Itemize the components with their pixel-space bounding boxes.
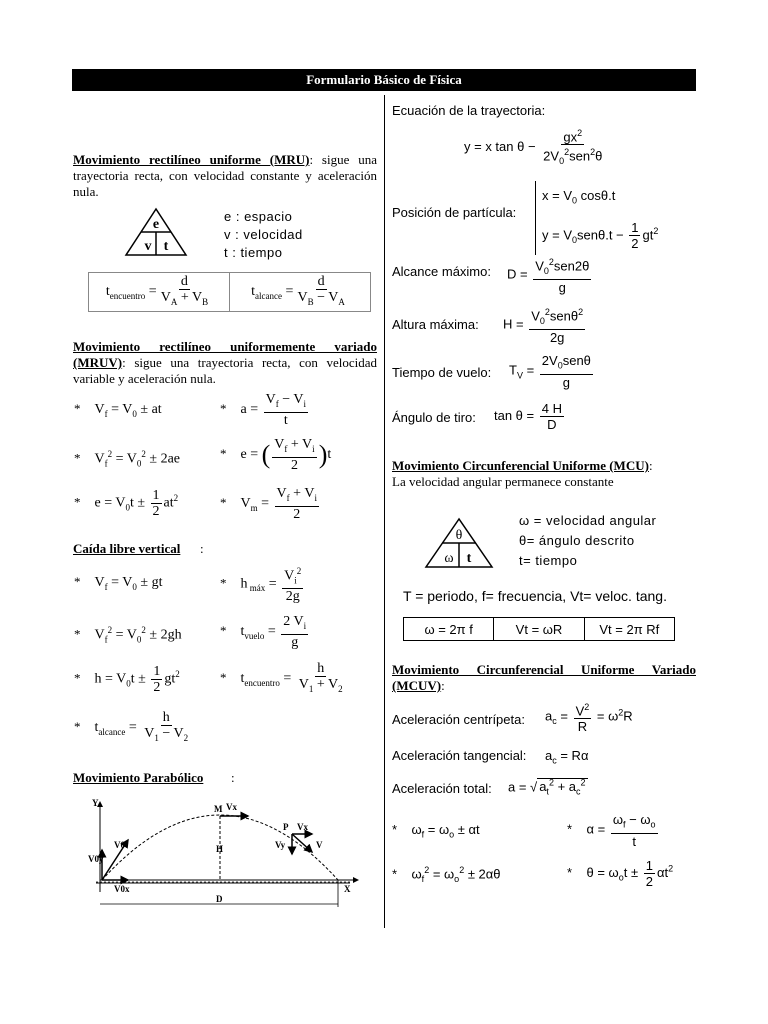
caida-colon: : xyxy=(200,541,204,556)
t-alcance-formula: $t_{alcance}$ = $\frac{d}{V_B - V_A}$ xyxy=(251,274,345,307)
caida-f4: * $t_{vuelo}$ = $\frac{2 V_i}{g}$ xyxy=(220,614,307,650)
mru-tri-e: e xyxy=(152,217,160,232)
tangencial-formula: $a_c = R\alpha$ xyxy=(545,748,589,766)
mcu-box-omega: ω = 2π f xyxy=(404,618,494,640)
mru-legend xyxy=(224,208,303,262)
caida-f3: * $V_f^2 = V_0^2 \pm 2gh$ xyxy=(74,625,182,645)
caida-f6: * $t_{encuentro}$ = $\frac{h}{V_1 + V_2}$ xyxy=(220,661,343,694)
mruv-f3: * $V_f^2 = V_0^2 \pm 2ae$ xyxy=(74,449,181,469)
mcu-box-vt1: Vt = ωR xyxy=(494,618,584,640)
parabolico-heading: Movimiento Parabólico xyxy=(73,770,204,785)
mruv-section xyxy=(73,339,377,387)
svg-text:Vx: Vx xyxy=(297,822,308,832)
legend-velocidad: v : velocidad xyxy=(224,227,303,242)
page-title: Formulario Básico de Física xyxy=(72,69,696,91)
alcance-formula: D = $\frac{V_0^2sen2\theta}{g}$ xyxy=(507,257,590,295)
mcu-legend xyxy=(519,511,656,571)
mruv-description: : sigue una trayectoria recta, con velocidad variable y aceleración nula. xyxy=(73,355,377,386)
mruv-f5: * $e = V_0t$ ± $\frac{1}{2}$ $at^2$ xyxy=(74,488,179,519)
tangencial-label: Aceleración tangencial: xyxy=(392,748,527,763)
mcuv-f1: * $\omega_f = \omega_o \pm \alpha t$ xyxy=(392,822,480,840)
mruv-f6: * $V_m$ = $\frac{V_f + V_i}{2}$ xyxy=(220,486,317,522)
total-label: Aceleración total: xyxy=(392,781,492,796)
caida-f2: * h $_{máx}$ = $\frac{V_i^2}{2g}$ xyxy=(220,566,302,605)
caida-f5: * $h = V_0t$ ± $\frac{1}{2}$ $gt^2$ xyxy=(74,664,180,695)
mru-heading: Movimiento rectilíneo uniforme (MRU) xyxy=(73,152,310,167)
angulo-label: Ángulo de tiro: xyxy=(392,410,476,425)
mcu-tri-t: t xyxy=(466,551,472,566)
caida-heading: Caída libre vertical xyxy=(73,541,181,556)
mcu-description: La velocidad angular permanece constante xyxy=(392,474,614,489)
alcance-label: Alcance máximo: xyxy=(392,264,491,279)
total-formula: a = √ $a_t^2 + a_c^2$ xyxy=(508,778,586,797)
caida-f7: * $t_{alcance}$ = $\frac{h}{V_1 - V_2}$ xyxy=(74,710,189,743)
mruv-heading: Movimiento rectilíneo uniformemente variado (MRUV) xyxy=(73,339,377,370)
mruv-f1: * $V_f = V_0$ ± at xyxy=(74,401,162,419)
trayectoria-formula: y = x tan θ − $\frac{gx^2}{2V_0^2sen^2\theta}$ xyxy=(464,128,603,167)
posicion-label: Posición de partícula: xyxy=(392,205,517,220)
svg-text:H: H xyxy=(216,844,224,854)
tvuelo-formula: $T_V$ = $\frac{2V_0sen\theta}{g}$ xyxy=(509,353,591,390)
mcuv-section: Movimiento Circunferencial Uniforme Variado (MCUV): xyxy=(392,662,696,693)
mruv-f4: * e = ( $\frac{V_f + V_i}{2}$ )t xyxy=(220,437,332,473)
mcuv-heading: Movimiento Circunferencial Uniforme Variado (MCUV) xyxy=(392,662,696,693)
parabolic-diagram xyxy=(88,792,363,912)
caida-f1: * $V_f = V_0$ ± gt xyxy=(74,574,163,592)
mcuv-f4: * $\theta = \omega_ot$ ± $\frac{1}{2}$ $\alpha t^2$ xyxy=(567,858,674,889)
mru-encuentro-box xyxy=(88,272,371,312)
mru-tri-t: t xyxy=(163,239,169,254)
mcu-box-vt2: Vt = 2π Rf xyxy=(599,621,660,637)
centripeta-label: Aceleración centrípeta: xyxy=(392,712,525,727)
svg-text:V0x: V0x xyxy=(114,884,130,894)
mru-description: : sigue una trayectoria recta, con velocidad constante y aceleración nula. xyxy=(73,152,377,199)
svg-text:X: X xyxy=(344,884,351,894)
mcu-tri-omega: ω xyxy=(444,551,454,566)
mruv-f2: * a = $\frac{V_f - V_i}{t}$ xyxy=(220,392,307,428)
mcuv-f3: * $\omega_f^2 = \omega_o^2 \pm 2\alpha\theta$ xyxy=(392,865,501,884)
altura-formula: H = $\frac{V_0^2sen\theta^2}{2g}$ xyxy=(503,307,584,345)
trayectoria-label: Ecuación de la trayectoria: xyxy=(392,103,546,118)
mcu-heading: Movimiento Circunferencial Uniforme (MCU) xyxy=(392,458,649,473)
mcu-tri-theta: θ xyxy=(455,528,463,543)
mcu-section: Movimiento Circunferencial Uniforme (MCU): La velocidad angular permanece constante xyxy=(392,458,653,489)
legend-t: t= tiempo xyxy=(519,553,578,568)
svg-text:P: P xyxy=(283,822,289,832)
mcu-periodo: T = periodo, f= frecuencia, Vt= veloc. tang. xyxy=(403,588,667,604)
svg-text:M: M xyxy=(214,804,223,814)
parabolico-colon: : xyxy=(231,770,235,785)
legend-espacio: e : espacio xyxy=(224,209,293,224)
legend-tiempo: t : tiempo xyxy=(224,245,283,260)
tvuelo-label: Tiempo de vuelo: xyxy=(392,365,492,380)
mcu-formula-box xyxy=(403,617,675,641)
posicion-formula: $x = V_0$ cosθ.t $y = V_0sen\theta.t$ − $\frac{1}{2}$ $gt^2$ xyxy=(535,181,658,255)
altura-label: Altura máxima: xyxy=(392,317,479,332)
svg-text:Y: Y xyxy=(92,798,99,808)
svg-text:Vy: Vy xyxy=(275,840,286,850)
mru-tri-v: v xyxy=(144,239,152,254)
svg-text:Vx: Vx xyxy=(226,802,237,812)
column-divider xyxy=(384,95,385,928)
legend-omega: ω = velocidad angular xyxy=(519,513,657,528)
svg-text:D: D xyxy=(216,894,223,904)
svg-text:V0y: V0y xyxy=(88,854,104,864)
legend-theta: θ= ángulo descrito xyxy=(519,533,635,548)
mru-triangle-diagram xyxy=(124,207,188,257)
mcu-triangle-diagram xyxy=(424,517,494,569)
mcuv-f2: * α = $\frac{\omega_f - \omega_o}{t}$ xyxy=(567,812,656,849)
svg-text:V0: V0 xyxy=(114,840,125,850)
mru-section xyxy=(73,152,377,200)
centripeta-formula: $a_c$ = $\frac{V^2}{R}$ = $\omega^2R$ xyxy=(545,702,633,735)
svg-text:V: V xyxy=(316,840,323,850)
angulo-formula: tan θ = $\frac{4 H}{D}$ xyxy=(494,401,562,432)
t-encuentro-formula: $t_{encuentro}$ = $\frac{d}{V_A + V_B}$ xyxy=(89,273,230,311)
